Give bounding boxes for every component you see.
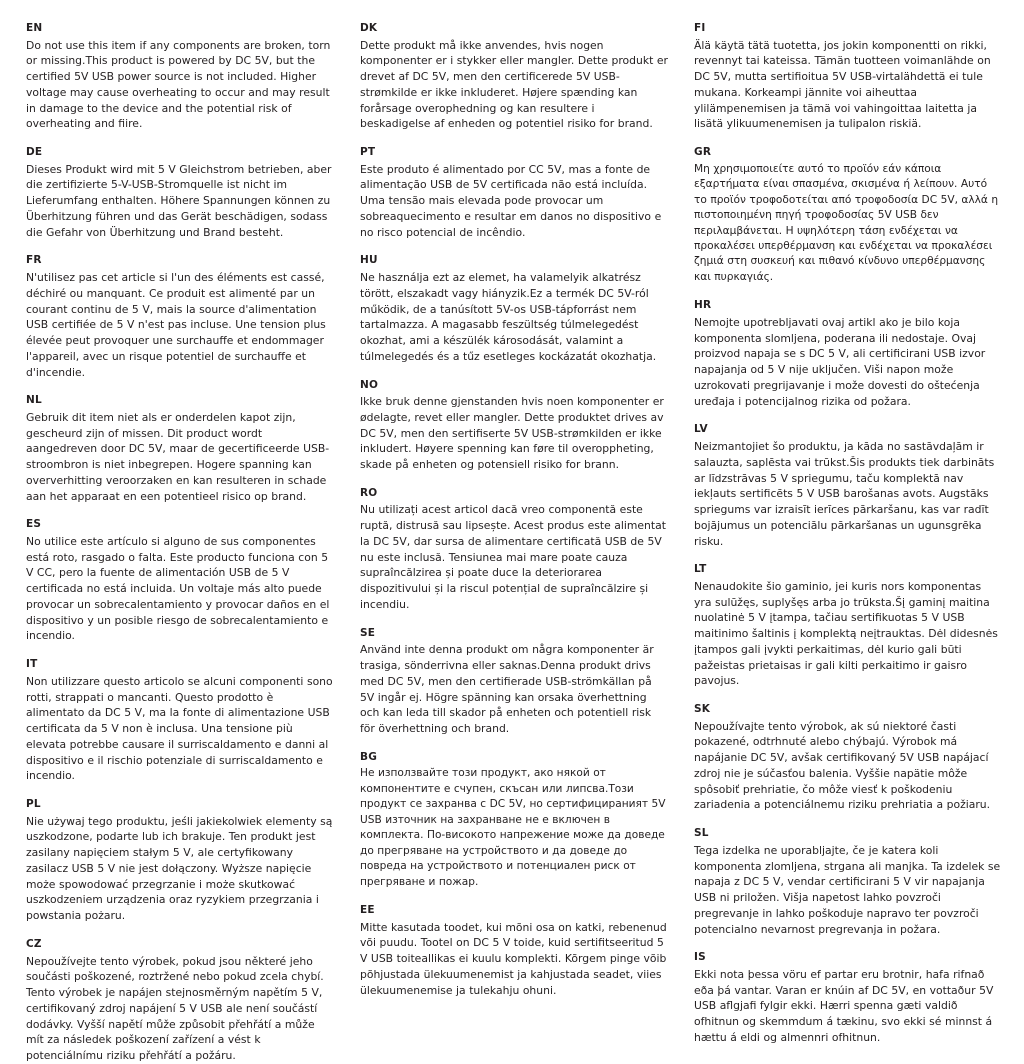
language-code-lt: LT: [694, 563, 707, 576]
language-text-nl: Gebruik dit item niet als er onderdelen kapot zijn, gescheurd zijn of missen. Dit product wordt aangedreven door DC 5V, maar de gecertificeerde USB-stroombron is niet inbegrepen. Hogere spanning kan oververhitting veroorzaken en kan resulteren in schade aan het apparaat en een potentieel risico op brand.: [26, 410, 330, 503]
language-code-fi: FI: [694, 22, 706, 34]
language-entry-lt: [694, 563, 1002, 689]
language-text-lv: Neizmantojiet šo produktu, ja kāda no sastāvdaļām ir salauzta, saplēsta vai trūkst.Šis produkts tiek darbināts ar līdzstrāvas 5 V spriegumu, taču komplektā nav iekļauts sertificēts 5 V USB barošanas avots. Augstāks spriegums var izraisīt ierīces pārkaršanu, kas var radīt bojājumus un potenciālu pārkaršanas un ugunsgrēka risku.: [694, 440, 995, 548]
language-entry-de: [26, 146, 334, 240]
language-entry-gr: [694, 146, 1002, 285]
language-entry-es: [26, 518, 334, 644]
language-columns: [26, 22, 1001, 1064]
language-text-ro: Nu utilizați acest articol dacă vreo componentă este ruptă, distrusă sau lipsește. Acest produs este alimentat la DC 5V, dar sursa de alimentare certificată USB de 5V nu este inclusă. Tensiunea mai mare poate cauza supraîncălzirea și poate duce la deteriorarea dispozitivului și la riscul potențial de supraîncălzire și incendiu.: [360, 503, 666, 611]
language-text-de: Dieses Produkt wird mit 5 V Gleichstrom betrieben, aber die zertifizierte 5-V-USB-Stromquelle ist nicht im Lieferumfang enthalten. Höhere Spannungen können zu Überhitzung führen und das Gerät beschädigen, sodass die Gefahr von Überhitzung und Brand besteht.: [26, 162, 332, 239]
language-text-pt: Este produto é alimentado por CC 5V, mas a fonte de alimentação USB de 5V certificada não está incluída. Uma tensão mais elevada pode provocar um sobreaquecimento e resultar em danos no dispositivo e no risco potencial de incêndio.: [360, 162, 662, 239]
language-code-cz: CZ: [26, 937, 42, 950]
language-text-hr: Nemojte upotrebljavati ovaj artikl ako je bilo koja komponenta slomljena, poderana ili nedostaje. Ovaj proizvod napaja se s DC 5 V, ali certificirani USB izvor napajanja od 5 V nije uključen. Viši napon može uzrokovati pregrijavanje i može dovesti do oštećenja uređaja i potencijalnog rizika od požara.: [694, 315, 986, 408]
language-text-ee: Mitte kasutada toodet, kui mõni osa on katki, rebenenud või puudu. Tootel on DC 5 V toide, kuid sertifitseeritud 5 V USB toiteallikas ei kuulu komplekti. Kõrgem pinge võib põhjustada ülekuumenemist ja kahjustada seadet, viies ülekuumenemise ja tulekahju ohuni.: [360, 920, 667, 997]
language-code-dk: DK: [360, 22, 378, 34]
language-code-fr: FR: [26, 254, 42, 267]
language-code-lv: LV: [694, 423, 708, 436]
language-entry-lv: [694, 423, 1002, 549]
language-code-ro: RO: [360, 486, 378, 499]
language-entry-nl: [26, 394, 334, 504]
language-code-pt: PT: [360, 146, 376, 159]
language-entry-is: [694, 951, 1002, 1045]
language-code-hr: HR: [694, 299, 712, 312]
language-text-gr: Μη χρησιμοποιείτε αυτό το προϊόν εάν κάποια εξαρτήματα είναι σπασμένα, σκισμένα ή λείπουν. Αυτό το προϊόν τροφοδοτείται από τροφοδοσία DC 5V, αλλά η πιστοποιημένη πηγή τροφοδοσίας 5V USB δεν περιλαμβάνεται. Η υψηλότερη τάση ενδέχεται να προκαλέσει υπερθέρμανση και ενδέχεται να προκαλέσει ζημιά στη συσκευή και πιθανό κίνδυνο υπερθέρμανσης και πυρκαγιάς.: [694, 162, 999, 283]
language-code-no: NO: [360, 378, 379, 391]
language-entry-fi: [694, 22, 1002, 132]
language-column-2: [360, 22, 668, 998]
language-code-hu: HU: [360, 254, 378, 267]
language-text-fr: N'utilisez pas cet article si l'un des éléments est cassé, déchiré ou manquant. Ce produit est alimenté par un courant continu de 5 V, mais la source d'alimentation USB certifiée de 5 V n'est pas incluse. Une tension plus élevée peut provoquer une surchauffe et endommager l'appareil, avec un risque potentiel de surchauffe et d'incendie.: [26, 271, 326, 379]
language-text-pl: Nie używaj tego produktu, jeśli jakiekolwiek elementy są uszkodzone, podarte lub ich brakuje. Ten produkt jest zasilany napięciem stałym 5 V, ale certyfikowany zasilacz USB 5 V nie jest dołączony. Wyższe napięcie może spowodować przegrzanie i może skutkować uszkodzeniem urządzenia oraz ryzykiem przegrzania i powstania pożaru.: [26, 814, 333, 923]
language-entry-pt: [360, 146, 668, 240]
language-code-de: DE: [26, 146, 43, 159]
language-entry-sl: [694, 827, 1002, 937]
language-code-ee: EE: [360, 904, 375, 917]
language-text-es: No utilice este artículo si alguno de sus componentes está roto, rasgado o falta. Este producto funciona con 5 V CC, pero la fuente de alimentación USB de 5 V certificada no está incluida. Un voltaje más alto puede provocar un sobrecalentamiento y provocar daños en el dispositivo y un posible riesgo de sobrecalentamiento e incendio.: [26, 534, 330, 643]
language-text-cz: Nepoužívejte tento výrobek, pokud jsou některé jeho součásti poškozené, roztržené nebo pokud zcela chybí. Tento výrobek je napájen stejnosměrným napětím 5 V, certifikovaný zdroj napájení 5 V USB ale není součástí dodávky. Vyšší napětí může způsobit přehřátí a může mít za následek poškození zařízení a vést k potenciálnímu riziku přehřátí a požáru.: [26, 954, 324, 1062]
language-text-hu: Ne használja ezt az elemet, ha valamelyik alkatrész törött, elszakadt vagy hiányzik.Ez a termék DC 5V-ról működik, de a tanúsított 5V-os USB-tápforrást nem tartalmazza. A magasabb feszültség túlmelegedést okozhat, ami a készülék károsodását, valamint a túlmelegedés és a tűz esetleges kockázatát okozhatja.: [360, 271, 657, 363]
language-text-is: Ekki nota þessa vöru ef partar eru brotnir, hafa rifnað eða þá vantar. Varan er knúin af DC 5V, en vottaður 5V USB aflgjafi fylgir ekki. Hærri spenna gæti valdið ofhitnun og skemmdum á tækinu, svo ekki sé minnst á hættu á eldi og almennri ofhitnun.: [694, 967, 994, 1044]
language-entry-no: [360, 379, 668, 473]
language-text-sl: Tega izdelka ne uporabljajte, če je katera koli komponenta zlomljena, strgana ali manjka. Ta izdelek se napaja z DC 5 V, vendar certificirani 5 V vir napajanja USB ni priložen. Višja napetost lahko povzroči pregrevanje in lahko poškoduje napravo ter povzroči potencialno nevarnost pregrevanja in požara.: [694, 843, 1001, 936]
language-text-en: Do not use this item if any components are broken, torn or missing.This product is powered by DC 5V, but the certified 5V USB power source is not included. Higher voltage may cause overheating to occur and may result in damage to the device and the potential risk of overheating and fiire.: [26, 38, 331, 131]
language-code-bg: BG: [360, 750, 378, 763]
language-code-is: IS: [694, 951, 706, 964]
language-entry-hr: [694, 299, 1002, 409]
language-code-es: ES: [26, 518, 42, 531]
language-entry-pl: [26, 798, 334, 924]
language-code-it: IT: [26, 658, 38, 671]
language-code-pl: PL: [26, 798, 41, 811]
language-text-it: Non utilizzare questo articolo se alcuni componenti sono rotti, strappati o mancanti. Questo prodotto è alimentato da DC 5 V, ma la fonte di alimentazione USB certificata da 5 V non è inclusa. Una tensione più elevata potrebbe causare il surriscaldamento e danni al dispositivo e il rischio potenziale di surriscaldamento e incendio.: [26, 674, 333, 783]
language-entry-fr: [26, 254, 334, 380]
language-code-se: SE: [360, 626, 376, 639]
language-entry-se: [360, 627, 668, 737]
language-entry-hu: [360, 254, 668, 364]
language-text-no: Ikke bruk denne gjenstanden hvis noen komponenter er ødelagte, revet eller mangler. Dette produktet drives av DC 5V, men den sertifiserte 5V USB-strømkilden er ikke inkludert. Høyere spenning kan føre til overoppheting, skade på enheten og potensiell risiko for brann.: [360, 395, 664, 472]
language-entry-bg: [360, 751, 668, 890]
language-text-lt: Nenaudokite šio gaminio, jei kuris nors komponentas yra sulūžęs, suplyšęs arba jo trūksta.Šį gaminį maitina nuolatinė 5 V įtampa, tačiau sertifikuotas 5 V USB maitinimo šaltinis į komplektą neįtrauktas. Dėl didesnės įtampos gali įvykti perkaitimas, dėl kurio gali būti pažeistas prietaisas ir gali kilti perkaitimo ir gaisro pavojus.: [694, 579, 998, 688]
language-code-sl: SL: [694, 827, 709, 840]
language-text-fi: Älä käytä tätä tuotetta, jos jokin komponentti on rikki, revennyt tai kateissa. Tämän tuotteen voimanlähde on DC 5V, mutta sertifioitua 5V USB-virtalähdettä ei tule mukana. Korkeampi jännite voi aiheuttaa ylilämpenemisen ja tämä voi vahingoittaa laitetta ja lisätä ylikuumenemisen ja tulipalon riskiä.: [694, 38, 991, 131]
language-text-sk: Nepoužívajte tento výrobok, ak sú niektoré časti pokazené, odtrhnuté alebo chýbajú. Výrobok má napájanie DC 5V, avšak certifikovaný 5V USB napájací zdroj nie je súčasťou balenia. Vyššie napätie môže spôsobiť prehriatie, čo môže viesť k poškodeniu zariadenia a potenciálnemu riziku prehriatia a požiaru.: [694, 719, 991, 812]
language-entry-dk: [360, 22, 668, 132]
language-code-gr: GR: [694, 146, 712, 159]
language-entry-ro: [360, 487, 668, 613]
language-entry-it: [26, 658, 334, 784]
language-text-se: Använd inte denna produkt om några komponenter är trasiga, sönderrivna eller saknas.Denna produkt drivs med DC 5V, men den certifierade USB-strömkällan på 5V ingår ej. Högre spänning kan orsaka överhettning och kan leda till skador på enheten och potentiell risk för överhettning och brand.: [360, 643, 654, 736]
language-entry-ee: [360, 904, 668, 998]
language-column-1: [26, 22, 334, 1064]
language-entry-cz: [26, 938, 334, 1064]
language-entry-sk: [694, 703, 1002, 813]
language-code-en: EN: [26, 22, 43, 34]
language-code-nl: NL: [26, 394, 42, 407]
language-code-sk: SK: [694, 703, 711, 716]
language-text-dk: Dette produkt må ikke anvendes, hvis nogen komponenter er i stykker eller mangler. Dette produkt er drevet af DC 5V, men den certificerede 5V USB-strømkilde er ikke inkluderet. Højere spænding kan forårsage overophedning og kan resultere i beskadigelse af enheden og potentiel risiko for brand.: [360, 38, 668, 131]
language-text-bg: Не използвайте този продукт, ако някой от компонентите е счупен, скъсан или липсва.Този продукт се захранва с DC 5V, но сертифицираният 5V USB източник на захранване не е включен в комплекта. По-високото напрежение може да доведе до прегряване на устройството и да доведе до повреда на устройството и потенциален риск от прегряване и пожар.: [360, 767, 666, 888]
language-entry-en: [26, 22, 334, 132]
language-column-3: [694, 22, 1002, 1046]
